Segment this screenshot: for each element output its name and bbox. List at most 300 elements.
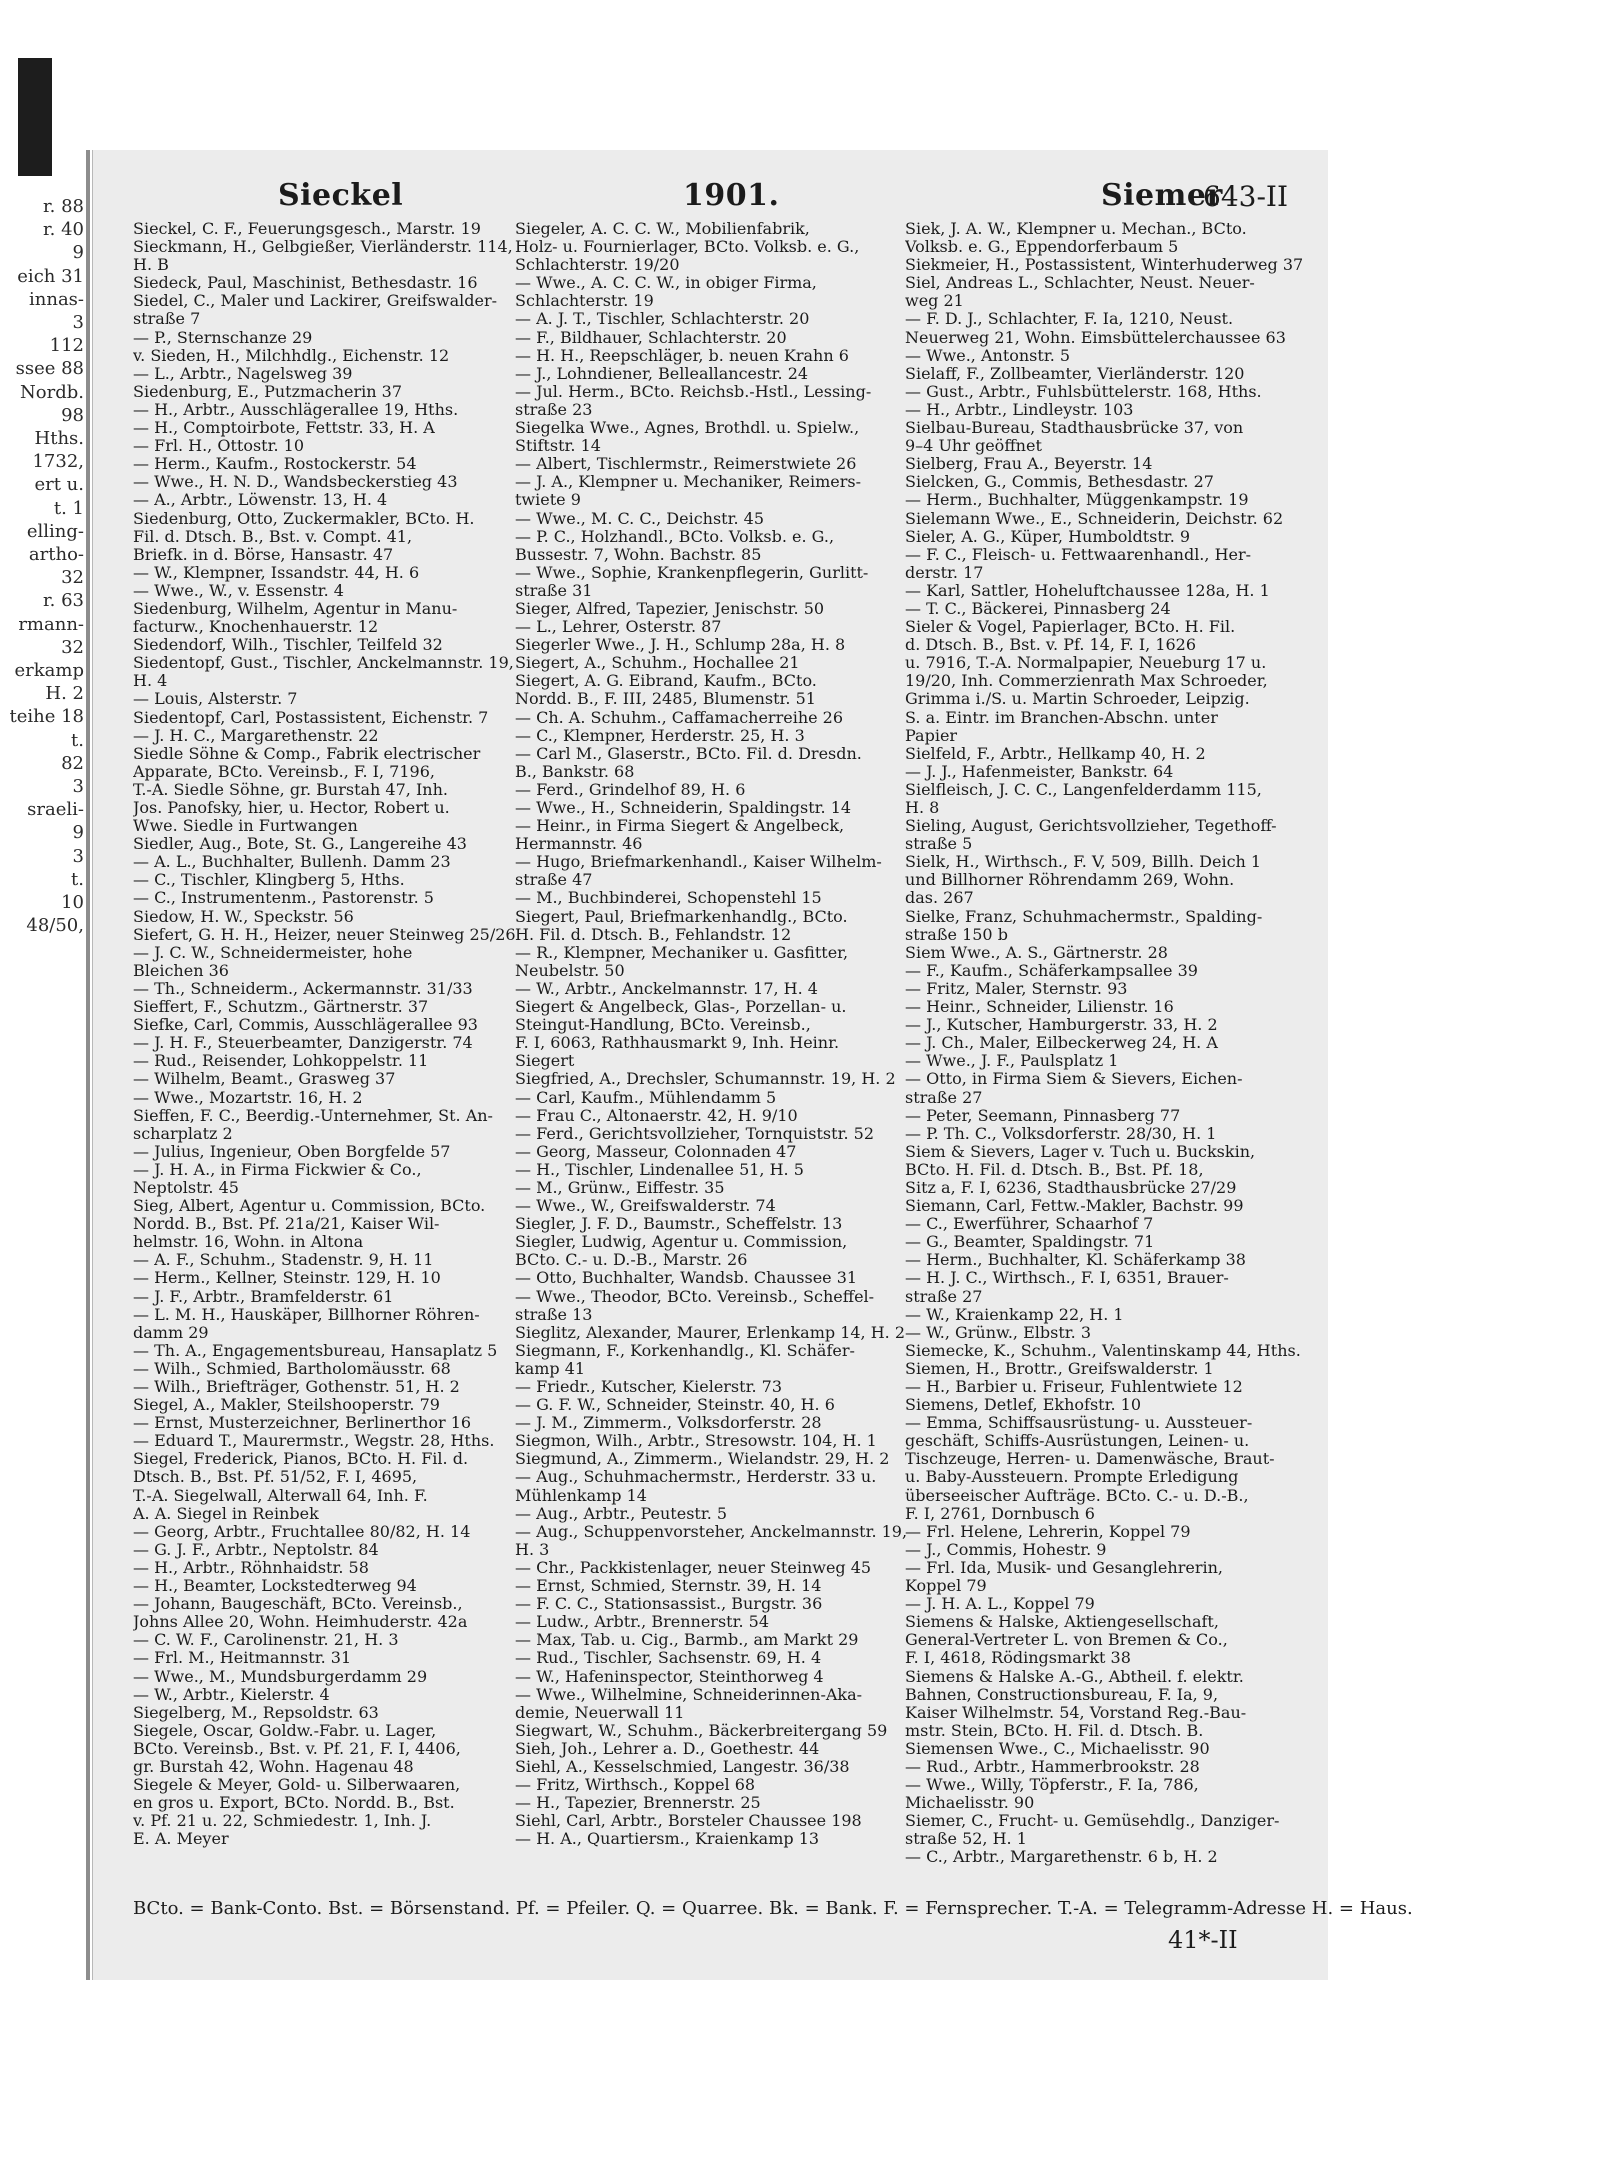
directory-entry-line: Siegert, A., Schuhm., Hochallee 21 [515, 654, 800, 673]
directory-entry-line: straße 13 [515, 1305, 593, 1324]
margin-fragment: Hths. [34, 428, 84, 450]
directory-entry-line: Dtsch. B., Bst. Pf. 51/52, F. I, 4695, [133, 1468, 418, 1487]
directory-entry-line: straße 52, H. 1 [905, 1830, 1027, 1849]
directory-entry-line: — H., Barbier u. Friseur, Fuhlentwiete 12 [905, 1378, 1243, 1396]
directory-entry-line: — Albert, Tischlermstr., Reimerstwiete 26 [515, 455, 857, 474]
directory-entry-line: — J., Commis, Hohestr. 9 [905, 1540, 1107, 1559]
directory-entry-line: — Wwe., A. C. C. W., in obiger Firma, [515, 274, 817, 293]
directory-entry-line: — Wwe., Antonstr. 5 [905, 346, 1071, 365]
margin-fragment: r. 40 [43, 219, 84, 241]
directory-entry-line: Siemensen Wwe., C., Michaelisstr. 90 [905, 1739, 1210, 1758]
directory-entry-line: — F. C. C., Stationsassist., Burgstr. 36 [515, 1595, 823, 1614]
directory-entry-line: Sieg, Albert, Agentur u. Commission, BCto. [133, 1197, 486, 1216]
directory-entry-line: Siekmeier, H., Postassistent, Winterhuderweg 37 [905, 256, 1304, 275]
directory-entry-line: — Fritz, Wirthsch., Koppel 68 [515, 1776, 756, 1795]
directory-entry-line: — J. H. F., Steuerbeamter, Danzigerstr. 74 [133, 1034, 473, 1053]
directory-entry-line: H. Fil. d. Dtsch. B., Fehlandstr. 12 [515, 925, 792, 944]
directory-entry-line: Siegele & Meyer, Gold- u. Silberwaaren, [133, 1776, 461, 1795]
directory-entry-line: — L., Arbtr., Nagelsweg 39 [133, 364, 353, 383]
directory-entry-line: — Louis, Alsterstr. 7 [133, 690, 298, 709]
margin-fragment: 32 [61, 567, 84, 589]
directory-entry-line: — C. W. F., Carolinenstr. 21, H. 3 [133, 1631, 399, 1650]
directory-entry-line: Siegmund, A., Zimmerm., Wielandstr. 29, H. 2 [515, 1450, 890, 1469]
directory-entry-line: — P. C., Holzhandl., BCto. Volksb. e. G., [515, 527, 835, 546]
directory-entry-line: Siegmann, F., Korkenhandlg., Kl. Schäfer- [515, 1341, 855, 1360]
directory-entry-line: BCto. C.- u. D.-B., Marstr. 26 [515, 1251, 748, 1270]
margin-fragment: 32 [61, 636, 84, 658]
directory-page [92, 150, 1413, 1980]
directory-entry-line: — Herm., Buchhalter, Kl. Schäferkamp 38 [905, 1251, 1246, 1270]
directory-entry-line: — J., Lohndiener, Belleallancestr. 24 [515, 364, 809, 383]
directory-entry-line: Neptolstr. 45 [133, 1178, 239, 1197]
directory-entry-line: Siedentopf, Gust., Tischler, Anckelmannstr. 19, [133, 654, 514, 673]
margin-fragment: t. [71, 729, 84, 751]
directory-entry-line: Siegert & Angelbeck, Glas-, Porzellan- u. [515, 998, 847, 1017]
directory-entry-line: — F. C., Fleisch- u. Fettwaarenhandl., Her- [905, 545, 1252, 564]
directory-entry-line: u. Baby-Aussteuern. Prompte Erledigung [905, 1468, 1239, 1487]
directory-entry-line: — Wwe., Mozartstr. 16, H. 2 [133, 1088, 363, 1107]
directory-entry-line: — Georg, Masseur, Colonnaden 47 [515, 1142, 797, 1161]
directory-entry-line: Siegfried, A., Drechsler, Schumannstr. 19, H. 2 [515, 1070, 896, 1089]
directory-entry-line: B., Bankstr. 68 [515, 762, 635, 781]
margin-fragment: 98 [61, 404, 84, 426]
directory-entry-line: — Frau C., Altonaerstr. 42, H. 9/10 [515, 1106, 798, 1125]
directory-entry-line: Siegel, Frederick, Pianos, BCto. H. Fil. d. [133, 1450, 469, 1469]
directory-entry-line: — Frl. Helene, Lehrerin, Koppel 79 [905, 1522, 1191, 1541]
directory-entry-line: straße 27 [905, 1088, 983, 1107]
directory-entry-line: 19/20, Inh. Commerzienrath Max Schroeder, [905, 672, 1268, 691]
directory-entry-line: u. 7916, T.-A. Normalpapier, Neueburg 17 u. [905, 654, 1267, 673]
directory-entry-line: und Billhorner Röhrendamm 269, Wohn. [905, 871, 1235, 890]
directory-entry-line: demie, Neuerwall 11 [515, 1703, 685, 1722]
header-year: 1901. [683, 178, 780, 213]
directory-entry-line: — T. C., Bäckerei, Pinnasberg 24 [905, 599, 1171, 618]
directory-entry-line: — Th., Schneiderm., Ackermannstr. 31/33 [133, 979, 473, 998]
directory-entry-line: Siegelka Wwe., Agnes, Brothdl. u. Spielw., [515, 419, 860, 438]
directory-entry-line: — C., Tischler, Klingberg 5, Hths. [133, 871, 405, 890]
directory-entry-line: Stiftstr. 14 [515, 437, 601, 456]
directory-entry-line: — Eduard T., Maurermstr., Wegstr. 28, Hths. [133, 1432, 495, 1451]
directory-entry-line: Johns Allee 20, Wohn. Heimhuderstr. 42a [133, 1613, 468, 1632]
margin-fragment: t. 1 [53, 497, 84, 519]
directory-entry-line: Sielfleisch, J. C. C., Langenfelderdamm 115, [905, 780, 1262, 799]
directory-entry-line: T.-A. Siedle Söhne, gr. Burstah 47, Inh. [133, 780, 448, 799]
directory-entry-line: — H. J. C., Wirthsch., F. I, 6351, Brauer- [905, 1269, 1229, 1288]
directory-entry-line: — Ernst, Schmied, Sternstr. 39, H. 14 [515, 1577, 822, 1596]
directory-entry-line: H. B [133, 256, 169, 275]
directory-entry-line: — Hugo, Briefmarkenhandl., Kaiser Wilhelm- [515, 853, 882, 872]
margin-fragment: ssee 88 [15, 358, 84, 380]
directory-entry-line: H. 4 [133, 672, 168, 691]
margin-fragment: erkamp [14, 660, 84, 682]
directory-entry-line: F. I, 6063, Rathhausmarkt 9, Inh. Heinr. [515, 1034, 840, 1053]
directory-entry-line: Neuerweg 21, Wohn. Eimsbüttelerchaussee 63 [905, 328, 1286, 347]
directory-entry-line: Siedler, Aug., Bote, St. G., Langereihe 43 [133, 835, 467, 854]
directory-entry-line: Siegerler Wwe., J. H., Schlump 28a, H. 8 [515, 636, 846, 655]
directory-entry-line: H. 8 [905, 799, 940, 817]
directory-entry-line: F. I, 4618, Rödingsmarkt 38 [905, 1649, 1131, 1668]
directory-entry-line: — W., Grünw., Elbstr. 3 [905, 1323, 1092, 1342]
directory-entry-line: 9–4 Uhr geöffnet [905, 437, 1042, 456]
directory-entry-line: Sitz a, F. I, 6236, Stadthausbrücke 27/29 [905, 1178, 1237, 1197]
margin-fragment: Nordb. [20, 381, 84, 403]
directory-entry-line: General-Vertreter L. von Bremen & Co., [905, 1631, 1228, 1650]
directory-entry-line: Siedenburg, Otto, Zuckermakler, BCto. H. [133, 509, 475, 528]
directory-entry-line: H. 3 [515, 1540, 550, 1559]
previous-page-text-fragments [0, 195, 84, 938]
directory-entry-line: straße 150 b [905, 925, 1008, 944]
directory-entry-line: — Fritz, Maler, Sternstr. 93 [905, 979, 1128, 998]
directory-entry-line: — L. M. H., Hauskäper, Billhorner Röhren- [133, 1305, 480, 1324]
margin-fragment: artho- [28, 544, 84, 566]
directory-entry-line: Jos. Panofsky, hier, u. Hector, Robert u. [133, 799, 450, 817]
directory-entry-line: derstr. 17 [905, 563, 984, 582]
directory-entry-line: — Wwe., H. N. D., Wandsbeckerstieg 43 [133, 473, 458, 492]
directory-entry-line: Siedenburg, Wilhelm, Agentur in Manu- [133, 599, 458, 618]
directory-entry-line: — H., Arbtr., Ausschlägerallee 19, Hths. [133, 400, 459, 419]
directory-entry-line: — H. H., Reepschläger, b. neuen Krahn 6 [515, 346, 849, 365]
directory-entry-line: facturw., Knochenhauerstr. 12 [133, 618, 379, 637]
directory-entry-line: — Herm., Buchhalter, Müggenkampstr. 19 [905, 491, 1249, 510]
directory-entry-line: Sieffert, F., Schutzm., Gärtnerstr. 37 [133, 998, 429, 1017]
directory-entry-line: Sielcken, G., Commis, Bethesdastr. 27 [905, 473, 1214, 492]
directory-entry-line: — Karl, Sattler, Hoheluftchaussee 128a, H. 1 [905, 581, 1270, 600]
directory-entry-line: Sielbau-Bureau, Stadthausbrücke 37, von [905, 419, 1244, 438]
margin-fragment: 9 [72, 822, 84, 844]
directory-entry-line: — Georg, Arbtr., Fruchtallee 80/82, H. 14 [133, 1522, 471, 1541]
directory-entry-line: Schlachterstr. 19 [515, 292, 654, 311]
directory-entry-line: Siehl, A., Kesselschmied, Langestr. 36/38 [515, 1757, 850, 1776]
directory-entry-line: Sieckmann, H., Gelbgießer, Vierländerstr. 114, [133, 238, 513, 257]
directory-entry-line: — Frl. H., Ottostr. 10 [133, 437, 305, 456]
directory-entry-line: — G. J. F., Arbtr., Neptolstr. 84 [133, 1540, 379, 1559]
directory-entry-line: — Ernst, Musterzeichner, Berlinerthor 16 [133, 1414, 472, 1433]
directory-entry-line: Siegert, A. G. Eibrand, Kaufm., BCto. [515, 672, 817, 691]
directory-entry-line: — J. J., Hafenmeister, Bankstr. 64 [905, 762, 1174, 781]
directory-entry-line: — P. Th. C., Volksdorferstr. 28/30, H. 1 [905, 1124, 1217, 1143]
directory-entry-line: Siemer, C., Frucht- u. Gemüsehdlg., Danziger- [905, 1812, 1280, 1831]
directory-entry-line: — Emma, Schiffsausrüstung- u. Aussteuer- [905, 1414, 1253, 1433]
directory-entry-line: straße 31 [515, 581, 593, 600]
margin-fragment: 10 [61, 892, 84, 914]
margin-fragment: H. 2 [45, 683, 84, 705]
header-page-number: 643-II [1203, 180, 1289, 213]
previous-page-margin [0, 0, 88, 2177]
header-left-keyword: Sieckel [278, 178, 404, 213]
directory-entry-line: — Otto, in Firma Siem & Sievers, Eichen- [905, 1070, 1243, 1089]
directory-entry-line: straße 7 [133, 310, 201, 329]
directory-entry-line: — C., Klempner, Herderstr. 25, H. 3 [515, 726, 805, 745]
directory-entry-line: twiete 9 [515, 491, 581, 510]
directory-entry-line: Siek, J. A. W., Klempner u. Mechan., BCto. [905, 220, 1247, 238]
directory-entry-line: — Wwe., M. C. C., Deichstr. 45 [515, 509, 765, 528]
directory-entry-line: — W., Kraienkamp 22, H. 1 [905, 1305, 1124, 1324]
directory-entry-line: E. A. Meyer [133, 1830, 229, 1849]
directory-entry-line: weg 21 [905, 292, 964, 311]
margin-fragment: ert u. [34, 474, 84, 496]
directory-entry-line: — G., Beamter, Spaldingstr. 71 [905, 1233, 1155, 1252]
directory-entry-line: Siemen, H., Brottr., Greifswalderstr. 1 [905, 1359, 1214, 1378]
directory-entry-line: — J. M., Zimmerm., Volksdorferstr. 28 [515, 1414, 822, 1433]
directory-entry-line: Grimma i./S. u. Martin Schroeder, Leipzig. [905, 690, 1250, 709]
directory-entry-line: — Johann, Baugeschäft, BCto. Vereinsb., [133, 1595, 463, 1614]
directory-entry-line: Mühlenkamp 14 [515, 1486, 647, 1505]
directory-entry-line: — Wilhelm, Beamt., Grasweg 37 [133, 1070, 396, 1089]
directory-entry-line: v. Pf. 21 u. 22, Schmiedestr. 1, Inh. J. [133, 1812, 432, 1831]
directory-entry-line: Sielk, H., Wirthsch., F. V, 509, Billh. Deich 1 [905, 853, 1262, 872]
directory-entry-line: Siedentopf, Carl, Postassistent, Eichenstr. 7 [133, 708, 489, 727]
directory-entry-line: — Wilh., Briefträger, Gothenstr. 51, H. 2 [133, 1378, 460, 1396]
directory-entry-line: Siegert [515, 1052, 575, 1071]
directory-entry-line: — C., Ewerführer, Schaarhof 7 [905, 1215, 1154, 1234]
directory-entry-line: — H., Comptoirbote, Fettstr. 33, H. A [133, 419, 435, 438]
directory-entry-line: — Heinr., Schneider, Lilienstr. 16 [905, 998, 1174, 1017]
directory-entry-line: Siel, Andreas L., Schlachter, Neust. Neuer- [905, 274, 1255, 293]
directory-entry-line: scharplatz 2 [133, 1124, 233, 1143]
directory-entry-line: — H., Tischler, Lindenallee 51, H. 5 [515, 1160, 804, 1179]
directory-entry-line: Siegwart, W., Schuhm., Bäckerbreitergang 59 [515, 1721, 888, 1740]
margin-fragment: t. [71, 868, 84, 890]
directory-entry-line: — Frl. M., Heitmannstr. 31 [133, 1649, 352, 1668]
directory-entry-line: Kaiser Wilhelmstr. 54, Vorstand Reg.-Bau- [905, 1703, 1247, 1722]
directory-entry-line: — J. H. A. L., Koppel 79 [905, 1595, 1095, 1614]
directory-entry-line: Siedow, H. W., Speckstr. 56 [133, 907, 354, 926]
directory-entry-line: — J. C. W., Schneidermeister, hohe [133, 943, 413, 962]
directory-entry-line: — J. H. A., in Firma Fickwier & Co., [133, 1160, 422, 1179]
directory-entry-line: — Rud., Arbtr., Hammerbrookstr. 28 [905, 1757, 1200, 1776]
directory-entry-line: Siegmon, Wilh., Arbtr., Stresowstr. 104, H. 1 [515, 1432, 877, 1451]
directory-entry-line: das. 267 [905, 889, 974, 908]
directory-entry-line: — Gust., Arbtr., Fuhlsbüttelerstr. 168, Hths. [905, 382, 1262, 401]
directory-entry-line: v. Sieden, H., Milchhdlg., Eichenstr. 12 [133, 346, 450, 365]
directory-entry-line: — Wilh., Schmied, Bartholomäusstr. 68 [133, 1359, 451, 1378]
directory-entry-line: — Jul. Herm., BCto. Reichsb.-Hstl., Lessing- [515, 382, 872, 401]
directory-entry-line: Siehl, Carl, Arbtr., Borsteler Chaussee 198 [515, 1812, 862, 1831]
directory-entry-line: Bussestr. 7, Wohn. Bachstr. 85 [515, 545, 762, 564]
directory-entry-line: Neubelstr. 50 [515, 961, 625, 980]
directory-entry-line: — Friedr., Kutscher, Kielerstr. 73 [515, 1378, 782, 1396]
directory-entry-line: — Aug., Schuppenvorsteher, Anckelmannstr. 19, [515, 1522, 908, 1541]
directory-entry-line: Bahnen, Constructionsbureau, F. Ia, 9, [905, 1685, 1219, 1704]
directory-entry-line: — J. F., Arbtr., Bramfelderstr. 61 [133, 1287, 394, 1306]
directory-entry-line: — J. Ch., Maler, Eilbeckerweg 24, H. A [905, 1034, 1218, 1053]
directory-entry-line: — Wwe., Wilhelmine, Schneiderinnen-Aka- [515, 1685, 863, 1704]
directory-entry-line: Sieler, A. G., Küper, Humboldtstr. 9 [905, 527, 1191, 546]
margin-fragment: sraeli- [27, 799, 84, 821]
directory-entry-line: — P., Sternschanze 29 [133, 328, 313, 347]
directory-entry-line: Hermannstr. 46 [515, 835, 643, 854]
directory-entry-line: — L., Lehrer, Osterstr. 87 [515, 618, 722, 637]
directory-entry-line: — Wwe., W., v. Essenstr. 4 [133, 581, 344, 600]
directory-entry-line: — H., Tapezier, Brennerstr. 25 [515, 1794, 761, 1813]
directory-entry-line: — Chr., Packkistenlager, neuer Steinweg 45 [515, 1558, 872, 1577]
directory-entry-line: Siegler, Ludwig, Agentur u. Commission, [515, 1233, 848, 1252]
directory-entry-line: — A., Arbtr., Löwenstr. 13, H. 4 [133, 491, 388, 510]
directory-entry-line: — Herm., Kaufm., Rostockerstr. 54 [133, 455, 417, 474]
margin-fragment: 112 [49, 335, 84, 357]
directory-entry-line: Sielberg, Frau A., Beyerstr. 14 [905, 455, 1153, 474]
directory-entry-line: — Wwe., Willy, Töpferstr., F. Ia, 786, [905, 1776, 1199, 1795]
directory-entry-line: — M., Grünw., Eiffestr. 35 [515, 1178, 725, 1197]
directory-entry-line: Siemann, Carl, Fettw.-Makler, Bachstr. 99 [905, 1197, 1244, 1216]
directory-entry-line: Holz- u. Fournierlager, BCto. Volksb. e. G., [515, 238, 860, 257]
page-edge [86, 150, 90, 1980]
directory-entry-line: Siefert, G. H. H., Heizer, neuer Steinweg 25/26 [133, 925, 516, 944]
directory-entry-line: T.-A. Siegelwall, Alterwall 64, Inh. F. [133, 1486, 428, 1505]
directory-entry-line: — Carl, Kaufm., Mühlendamm 5 [515, 1088, 777, 1107]
directory-entry-line: Volksb. e. G., Eppendorferbaum 5 [905, 238, 1179, 257]
directory-entry-line: Koppel 79 [905, 1577, 987, 1596]
directory-entry-line: — H., Arbtr., Lindleystr. 103 [905, 400, 1134, 419]
directory-entry-line: Schlachterstr. 19/20 [515, 256, 680, 275]
directory-entry-line: BCto. H. Fil. d. Dtsch. B., Bst. Pf. 18, [905, 1160, 1204, 1179]
directory-entry-line: Siedle Söhne & Comp., Fabrik electrischer [133, 744, 481, 763]
directory-entry-line: Sieglitz, Alexander, Maurer, Erlenkamp 14, H. 2 [515, 1323, 906, 1342]
directory-entry-line: F. I, 2761, Dornbusch 6 [905, 1504, 1095, 1523]
directory-entry-line: — Wwe., M., Mundsburgerdamm 29 [133, 1667, 428, 1686]
directory-entry-line: — Rud., Reisender, Lohkoppelstr. 11 [133, 1052, 429, 1071]
directory-entry-line: — H., Beamter, Lockstedterweg 94 [133, 1577, 417, 1596]
directory-entry-line: damm 29 [133, 1323, 209, 1342]
directory-entry-line: Siegele, Oscar, Goldw.-Fabr. u. Lager, [133, 1721, 437, 1740]
directory-column-3 [905, 220, 1325, 1867]
directory-entry-line: — A. F., Schuhm., Stadenstr. 9, H. 11 [133, 1251, 434, 1270]
directory-entry-line: — F. D. J., Schlachter, F. Ia, 1210, Neust. [905, 310, 1234, 329]
directory-entry-line: S. a. Eintr. im Branchen-Abschn. unter [905, 708, 1218, 727]
directory-entry-line: Siemens & Halske A.-G., Abtheil. f. elektr. [905, 1667, 1244, 1686]
margin-fragment: teihe 18 [9, 706, 84, 728]
margin-fragment: 3 [72, 312, 84, 334]
directory-entry-line: Apparate, BCto. Vereinsb., F. I, 7196, [133, 762, 435, 781]
directory-entry-line: — Otto, Buchhalter, Wandsb. Chaussee 31 [515, 1269, 858, 1288]
directory-entry-line: — H., Arbtr., Röhnhaidstr. 58 [133, 1558, 369, 1577]
margin-fragment: 9 [72, 242, 84, 264]
directory-entry-line: BCto. Vereinsb., Bst. v. Pf. 21, F. I, 4406, [133, 1739, 461, 1758]
directory-entry-line: Sieh, Joh., Lehrer a. D., Goethestr. 44 [515, 1739, 820, 1758]
directory-entry-line: Tischzeuge, Herren- u. Damenwäsche, Braut- [905, 1450, 1275, 1469]
directory-entry-line: — W., Arbtr., Anckelmannstr. 17, H. 4 [515, 979, 818, 998]
directory-entry-line: — G. F. W., Schneider, Steinstr. 40, H. 6 [515, 1396, 835, 1415]
directory-entry-line: — Julius, Ingenieur, Oben Borgfelde 57 [133, 1142, 451, 1161]
directory-entry-line: Sielfeld, F., Arbtr., Hellkamp 40, H. 2 [905, 744, 1206, 763]
directory-entry-line: Wwe. Siedle in Furtwangen [133, 817, 358, 836]
directory-entry-line: Siem & Sievers, Lager v. Tuch u. Buckskin, [905, 1142, 1256, 1161]
directory-entry-line: d. Dtsch. B., Bst. v. Pf. 14, F. I, 1626 [905, 636, 1197, 655]
margin-fragment: r. 88 [43, 196, 84, 217]
header-right-keyword: Siemer [1101, 178, 1223, 213]
directory-entry-line: Siemens, Detlef, Ekhofstr. 10 [905, 1396, 1142, 1415]
directory-entry-line: Sieling, August, Gerichtsvollzieher, Tegethoff- [905, 817, 1277, 836]
directory-entry-line: Siemens & Halske, Aktiengesellschaft, [905, 1613, 1219, 1632]
directory-entry-line: — Ludw., Arbtr., Brennerstr. 54 [515, 1613, 769, 1632]
margin-fragment: r. 63 [43, 590, 84, 612]
directory-entry-line: — Frl. Ida, Musik- und Gesanglehrerin, [905, 1558, 1223, 1577]
footer-page-number: 41*-II [1168, 1926, 1238, 1954]
directory-entry-line: — Wwe., J. F., Paulsplatz 1 [905, 1052, 1119, 1071]
directory-entry-line: — Heinr., in Firma Siegert & Angelbeck, [515, 817, 845, 836]
directory-entry-line: — Max, Tab. u. Cig., Barmb., am Markt 29 [515, 1631, 859, 1650]
directory-entry-line: Siem Wwe., A. S., Gärtnerstr. 28 [905, 943, 1168, 962]
directory-entry-line: — Ch. A. Schuhm., Caffamacherreihe 26 [515, 708, 844, 727]
directory-entry-line: Sieckel, C. F., Feuerungsgesch., Marstr. 19 [133, 220, 481, 238]
directory-entry-line: — Th. A., Engagementsbureau, Hansaplatz 5 [133, 1341, 498, 1360]
margin-fragment: 3 [72, 776, 84, 798]
directory-entry-line: überseeischer Aufträge. BCto. C.- u. D.-B., [905, 1486, 1249, 1505]
directory-entry-line: — C., Instrumentenm., Pastorenstr. 5 [133, 889, 434, 908]
directory-entry-line: — W., Klempner, Issandstr. 44, H. 6 [133, 563, 420, 582]
directory-entry-line: — Aug., Schuhmachermstr., Herderstr. 33 u. [515, 1468, 877, 1487]
directory-entry-line: geschäft, Schiffs-Ausrüstungen, Leinen- u. [905, 1432, 1250, 1451]
directory-entry-line: — Herm., Kellner, Steinstr. 129, H. 10 [133, 1269, 441, 1288]
directory-entry-line: — J. H. C., Margarethenstr. 22 [133, 726, 379, 745]
directory-entry-line: — R., Klempner, Mechaniker u. Gasfitter, [515, 943, 849, 962]
directory-entry-line: — A. J. T., Tischler, Schlachterstr. 20 [515, 310, 810, 329]
directory-entry-line: Siegeler, A. C. C. W., Mobilienfabrik, [515, 220, 810, 238]
directory-entry-line: helmstr. 16, Wohn. in Altona [133, 1233, 364, 1252]
directory-entry-line: Sielaff, F., Zollbeamter, Vierländerstr. 120 [905, 364, 1245, 383]
directory-entry-line: Steingut-Handlung, BCto. Vereinsb., [515, 1016, 811, 1035]
directory-entry-line: Siedel, C., Maler und Lackirer, Greifswalder- [133, 292, 498, 311]
directory-entry-line: Nordd. B., Bst. Pf. 21a/21, Kaiser Wil- [133, 1215, 440, 1234]
directory-entry-line: Siegert, Paul, Briefmarkenhandlg., BCto. [515, 907, 848, 926]
directory-entry-line: Bleichen 36 [133, 961, 229, 980]
directory-entry-line: — W., Hafeninspector, Steinthorweg 4 [515, 1667, 824, 1686]
directory-entry-line: — Wwe., W., Greifswalderstr. 74 [515, 1197, 776, 1216]
directory-entry-line: Sieffen, F. C., Beerdig.-Unternehmer, St. An- [133, 1106, 493, 1125]
margin-fragment: 1732, [32, 451, 84, 473]
margin-fragment: 48/50, [26, 915, 84, 937]
directory-entry-line: Siegler, J. F. D., Baumstr., Scheffelstr. 13 [515, 1215, 843, 1234]
directory-entry-line: — Wwe., Theodor, BCto. Vereinsb., Scheffel- [515, 1287, 875, 1306]
directory-entry-line: — Aug., Arbtr., Peutestr. 5 [515, 1504, 728, 1523]
directory-entry-line: straße 5 [905, 835, 973, 854]
directory-entry-line: — J., Kutscher, Hamburgerstr. 33, H. 2 [905, 1016, 1218, 1035]
directory-entry-line: Sielke, Franz, Schuhmachermstr., Spalding- [905, 907, 1263, 926]
directory-entry-line: — Wwe., Sophie, Krankenpflegerin, Gurlitt- [515, 563, 869, 582]
directory-entry-line: — C., Arbtr., Margarethenstr. 6 b, H. 2 [905, 1848, 1218, 1867]
directory-entry-line: — M., Buchbinderei, Schopenstehl 15 [515, 889, 822, 908]
directory-entry-line: Siefke, Carl, Commis, Ausschlägerallee 93 [133, 1016, 478, 1035]
margin-fragment: 82 [61, 752, 84, 774]
directory-entry-line: Siedendorf, Wilh., Tischler, Teilfeld 32 [133, 636, 443, 655]
directory-entry-line: A. A. Siegel in Reinbek [133, 1504, 319, 1523]
directory-entry-line: — A. L., Buchhalter, Bullenh. Damm 23 [133, 853, 451, 872]
directory-entry-line: Sieler & Vogel, Papierlager, BCto. H. Fil. [905, 618, 1236, 637]
binding-shadow [18, 58, 52, 176]
directory-entry-line: Sieger, Alfred, Tapezier, Jenischstr. 50 [515, 599, 825, 618]
abbreviation-legend: BCto. = Bank-Conto. Bst. = Börsenstand. Pf. = Pfeiler. Q. = Quarree. Bk. = Bank. F. = Fernsprecher. T.-A. = Telegramm-Adresse H. = Haus. [133, 1898, 1413, 1919]
directory-entry-line: Siedeck, Paul, Maschinist, Bethesdastr. 16 [133, 274, 478, 293]
directory-entry-line: straße 47 [515, 871, 593, 890]
directory-entry-line: — Peter, Seemann, Pinnasberg 77 [905, 1106, 1181, 1125]
directory-entry-line: Sielemann Wwe., E., Schneiderin, Deichstr. 62 [905, 509, 1284, 528]
directory-entry-line: Siemecke, K., Schuhm., Valentinskamp 44, Hths. [905, 1341, 1301, 1360]
directory-entry-line: Michaelisstr. 90 [905, 1794, 1035, 1813]
directory-entry-line: — Wwe., H., Schneiderin, Spaldingstr. 14 [515, 799, 852, 817]
directory-entry-line: — Carl M., Glaserstr., BCto. Fil. d. Dresdn. [515, 744, 862, 763]
directory-entry-line: Siegelberg, M., Repsoldstr. 63 [133, 1703, 379, 1722]
margin-fragment: elling- [26, 520, 84, 542]
directory-entry-line: Fil. d. Dtsch. B., Bst. v. Compt. 41, [133, 527, 413, 546]
directory-entry-line: gr. Burstah 42, Wohn. Hagenau 48 [133, 1757, 414, 1776]
directory-entry-line: — F., Bildhauer, Schlachterstr. 20 [515, 328, 787, 347]
directory-entry-line: — Ferd., Gerichtsvollzieher, Tornquiststr. 52 [515, 1124, 874, 1143]
directory-entry-line: Siegel, A., Makler, Steilshooperstr. 79 [133, 1396, 440, 1415]
directory-entry-line: — Ferd., Grindelhof 89, H. 6 [515, 780, 746, 799]
directory-entry-line: Papier [905, 726, 958, 745]
directory-entry-line: — J. A., Klempner u. Mechaniker, Reimers- [515, 473, 862, 492]
margin-fragment: innas- [29, 288, 84, 310]
